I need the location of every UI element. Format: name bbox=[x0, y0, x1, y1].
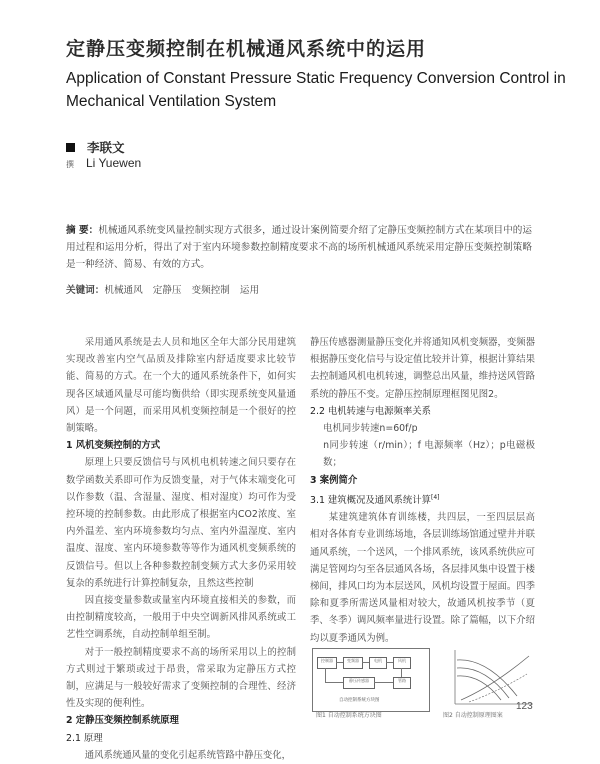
figure-2-curve-line bbox=[457, 660, 517, 696]
diagram-line bbox=[336, 662, 343, 663]
figure-2-curve-line bbox=[457, 676, 501, 700]
diagram-line bbox=[325, 682, 343, 683]
diagram-box: 静压传感器 bbox=[343, 677, 375, 689]
diagram-line bbox=[401, 668, 402, 677]
left-column bbox=[66, 334, 296, 764]
formula: 电机同步转速n=60f/p bbox=[323, 423, 418, 435]
paragraph: 因直接变量参数或量室内环境直接相关的参数，而由控制精度较高，一般用于中央空调新风排风系统或工艺性空调系统，自动控制单组至制。 bbox=[66, 595, 296, 641]
keyword: 运用 bbox=[239, 285, 260, 296]
subsection-heading bbox=[310, 489, 535, 509]
section-heading: 2 定静压变频控制系统原理 bbox=[66, 715, 179, 727]
right-column bbox=[310, 334, 535, 647]
abstract-text: 机械通风系统变风量控制实现方式很多，通过设计案例简要介绍了定静压变频控制方式在某项目中的运用过程和运用分析，得出了对于室内环境参数控制精度要求不高的场所机械通风系统采用定静压变频控制策略是一种经济、简易、有效的方式。 bbox=[66, 225, 533, 270]
paragraph: 对于一般控制精度要求不高的场所采用以上的控制方式则过于繁琐或过于昂贵，常采取为定静压方式控制，应满足与一般较好需求了变频控制的合理性、经济性及实现的便利性。 bbox=[66, 646, 296, 710]
figure-2-curve-line bbox=[469, 674, 527, 702]
subsection-title: 3.1 建筑概况及通风系统计算 bbox=[310, 494, 432, 506]
paragraph: 静压传感器测量静压变化并将通知风机变频器，变频器根据静压变化信号与设定值比较并计算，根据计算结果去控制通风机电机转速，调整总出风量，维持送风管路系统的静压不变。定静压控制原理框图见图2。 bbox=[310, 337, 536, 400]
diagram-box: 控制器 bbox=[317, 657, 337, 669]
diagram-box: 风机 bbox=[393, 657, 411, 669]
section-heading: 1 风机变频控制的方式 bbox=[66, 440, 161, 452]
figure-1-block-diagram bbox=[312, 648, 430, 712]
author-chinese bbox=[66, 138, 125, 156]
author-english bbox=[66, 156, 141, 170]
figure-2-caption: 图2 自动控制原理图案 bbox=[443, 712, 503, 719]
title-english: Application of Constant Pressure Static Frequency Conversion Control in Mechanical Ventilation System bbox=[66, 70, 566, 110]
section-heading: 3 案例简介 bbox=[310, 474, 358, 486]
diagram-line bbox=[374, 682, 393, 683]
diagram-box: 管路 bbox=[393, 677, 411, 689]
diagram-box: 变频器 bbox=[343, 657, 363, 669]
keyword: 定静压 bbox=[152, 285, 182, 296]
figure-1-caption: 图1 自动控制系统方块图 bbox=[316, 712, 382, 719]
formula-description: n同步转速（r/min）；f 电源频率（Hz）；p电磁极数； bbox=[323, 440, 535, 469]
paragraph: 通风系统通风量的变化引起系统管路中静压变化， bbox=[84, 749, 292, 761]
keyword: 机械通风 bbox=[104, 285, 143, 296]
paragraph: 某建筑建筑体育训练楼，共四层，一至四层层高相对各体育专业训练场地，各层训练场馆通过壁井并联通风系统，一个送风，一个排风系统，该风系统供应可满足管网均匀至各层通风各场，各层排风集中设置于楼梯间，排风口均为本层送风，风机均设置于屋面。四季除和夏季所需送风量相对较大，故通风机按季节（夏季、冬季）调风频率量进行设置。除了篇幅，以下介绍均以夏季通风为例。 bbox=[310, 512, 536, 644]
title-chinese: 定静压变频控制在机械通风系统中的运用 bbox=[66, 38, 427, 60]
diagram-line bbox=[325, 668, 326, 683]
author-name-cn: 李联文 bbox=[87, 140, 125, 155]
author-marker-en: 撰 bbox=[66, 160, 74, 169]
paragraph: 采用通风系统是去人员和地区全年大部分民用建筑实现改善室内空气品质及排除室内舒适度要求比较节能、简易的方式。在一个大的通风系统条件下，如何实现各区域通风量尽可能均衡供给（即实现系统变风量通风）是一个问题，而采用风机变频控制是一个很好的控制策略。 bbox=[66, 337, 296, 435]
author-name-en: Li Yuewen bbox=[86, 156, 142, 170]
page-number: 123 bbox=[516, 701, 533, 712]
abstract bbox=[66, 222, 532, 273]
diagram-line bbox=[386, 662, 393, 663]
paragraph: 原理上只要反馈信号与风机电机转速之间只要存在数学函数关系即可作为反馈变量，对于气体末端变化可以作参数（温、含湿量、湿度、相对湿度）均可作为受控环境的控制参数。由此形成了根据室内CO2浓度、室内外温差、室内环境参数均匀点、室内外温湿度、室内温度、湿度、室内环境参数等等作为通风机变频系统的反馈信号。但以上各种参数控制变频方式大多仍采用较复杂的系统进行计算控制复杂，且然这些控制 bbox=[66, 457, 296, 589]
abstract-label: 摘 要： bbox=[66, 225, 99, 236]
keyword: 变频控制 bbox=[191, 285, 230, 296]
reference-mark: [4] bbox=[431, 493, 440, 501]
keywords-label: 关键词： bbox=[66, 285, 105, 296]
diagram-line bbox=[362, 662, 369, 663]
keywords bbox=[66, 282, 532, 296]
subsection-heading: 2.1 原理 bbox=[66, 732, 103, 744]
author-marker-square-icon bbox=[66, 143, 75, 152]
diagram-box: 电机 bbox=[369, 657, 387, 669]
figure-1-title: 自动控制系统方块图 bbox=[339, 698, 380, 703]
subsection-heading: 2.2 电机转速与电源频率关系 bbox=[310, 405, 432, 417]
